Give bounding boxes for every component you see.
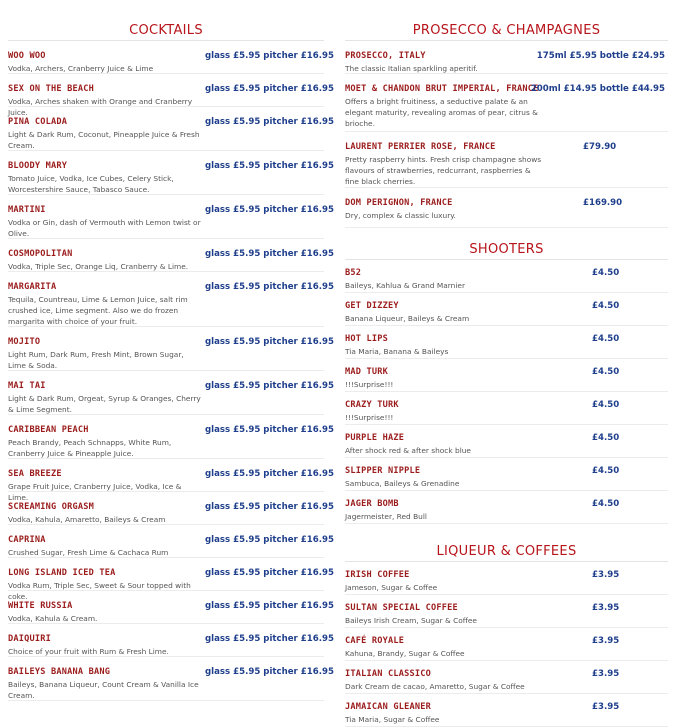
- item-name: CAFÉ ROYALE: [345, 636, 405, 646]
- item-description: Grape Fruit Juice, Cranberry Juice, Vodka, Ice & Lime.: [8, 482, 182, 502]
- item-description: Jagermeister, Red Bull: [345, 512, 427, 521]
- menu-item: [345, 458, 668, 491]
- item-price: glass £5.95 pitcher £16.95: [205, 535, 334, 545]
- item-name: LONG ISLAND ICED TEA: [8, 568, 116, 578]
- item-description: Tia Maria, Sugar & Coffee: [345, 715, 440, 724]
- item-name: DAIQUIRI: [8, 634, 51, 644]
- item-price: £3.95: [592, 603, 620, 613]
- menu-item: [345, 74, 668, 132]
- menu-item: [345, 326, 668, 359]
- item-price: glass £5.95 pitcher £16.95: [205, 502, 334, 512]
- item-name: MARGARITA: [8, 282, 57, 292]
- menu-item: [8, 327, 334, 371]
- item-description: Vodka, Kahula, Amaretto, Baileys & Cream: [8, 515, 166, 524]
- item-name: IRISH COFFEE: [345, 570, 410, 580]
- menu-item: [8, 74, 334, 117]
- item-description: Vodka Rum, Triple Sec, Sweet & Sour topped with coke.: [8, 581, 191, 601]
- menu-item: [8, 459, 334, 502]
- item-description: Offers a bright fruitiness, a seductive palate & an elegant maturity, revealing aromas of pear, citrus & brioche.: [345, 97, 538, 128]
- menu-item: [8, 492, 334, 525]
- item-description: Baileys Irish Cream, Sugar & Coffee: [345, 616, 477, 625]
- item-price: £3.95: [592, 636, 620, 646]
- item-description: Choice of your fruit with Rum & Fresh Lime.: [8, 647, 169, 656]
- menu-item: [345, 425, 668, 458]
- item-price: £3.95: [592, 570, 620, 580]
- item-name: BAILEYS BANANA BANG: [8, 667, 111, 677]
- liqueur-title: LIQUEUR & COFFEES: [345, 542, 668, 562]
- item-description: Kahuna, Brandy, Sugar & Coffee: [345, 649, 465, 658]
- item-name: WHITE RUSSIA: [8, 601, 73, 611]
- item-description: Pretty raspberry hints. Fresh crisp champagne shows flavours of strawberries, redcurrant, raspberries & fine black cherries.: [345, 155, 542, 186]
- item-description: The classic Italian sparkling aperitif.: [345, 64, 478, 73]
- menu-item: [345, 628, 668, 661]
- item-name: ITALIAN CLASSICO: [345, 669, 431, 679]
- menu-item: [8, 591, 334, 624]
- menu-item: [8, 415, 334, 459]
- item-price: £4.50: [592, 301, 620, 311]
- item-name: MAI TAI: [8, 381, 46, 391]
- item-name: PURPLE HAZE: [345, 433, 405, 443]
- menu-item: [8, 558, 334, 601]
- menu-item: [8, 371, 334, 415]
- item-name: JAGER BOMB: [345, 499, 399, 509]
- menu-item: [345, 562, 668, 595]
- item-price: 175ml £5.95 bottle £24.95: [536, 51, 665, 61]
- item-name: WOO WOO: [8, 51, 46, 61]
- menu-item: [8, 107, 334, 151]
- item-description: Vodka, Arches shaken with Orange and Cranberry Juice.: [8, 97, 193, 117]
- item-price: £169.90: [583, 198, 623, 208]
- item-price: glass £5.95 pitcher £16.95: [205, 568, 334, 578]
- item-price: £3.95: [592, 669, 620, 679]
- item-price: glass £5.95 pitcher £16.95: [205, 161, 334, 171]
- prosecco-list: [345, 41, 668, 228]
- item-price: £4.50: [592, 499, 620, 509]
- item-description: Light & Dark Rum, Orgeat, Syrup & Oranges, Cherry & Lime Segment.: [8, 394, 201, 414]
- item-name: MOJITO: [8, 337, 41, 347]
- item-price: glass £5.95 pitcher £16.95: [205, 425, 334, 435]
- item-description: Dry, complex & classic luxury.: [345, 211, 456, 220]
- item-name: CRAZY TURK: [345, 400, 399, 410]
- menu-item: [345, 661, 668, 694]
- item-description: Vodka, Triple Sec, Orange Liq, Cranberry & Lime.: [8, 262, 189, 271]
- item-description: Baileys, Banana Liqueur, Count Cream & Vanilla Ice Cream.: [8, 680, 199, 700]
- item-price: £4.50: [592, 466, 620, 476]
- item-description: Vodka, Archers, Cranberry Juice & Lime: [8, 64, 154, 73]
- menu-item: [345, 694, 668, 727]
- shooters-title: SHOOTERS: [345, 240, 668, 260]
- item-name: MARTINI: [8, 205, 46, 215]
- item-price: £4.50: [592, 433, 620, 443]
- item-price: glass £5.95 pitcher £16.95: [205, 667, 334, 677]
- item-name: DOM PERIGNON, FRANCE: [345, 198, 453, 208]
- item-description: Sambuca, Baileys & Grenadine: [345, 479, 460, 488]
- right-column: [345, 0, 668, 727]
- item-price: glass £5.95 pitcher £16.95: [205, 205, 334, 215]
- item-price: glass £5.95 pitcher £16.95: [205, 469, 334, 479]
- menu-item: [345, 595, 668, 628]
- item-price: £79.90: [583, 142, 617, 152]
- item-description: Tomato Juice, Vodka, Ice Cubes, Celery Stick, Worcestershire Sauce, Tabasco Sauce.: [8, 174, 174, 194]
- menu-item: [8, 195, 334, 239]
- item-name: LAURENT PERRIER ROSE, FRANCE: [345, 142, 496, 152]
- liqueur-list: [345, 562, 668, 727]
- menu-item: [8, 239, 334, 272]
- item-price: glass £5.95 pitcher £16.95: [205, 51, 334, 61]
- prosecco-title: PROSECCO & CHAMPAGNES: [345, 21, 668, 41]
- item-name: PROSECCO, ITALY: [345, 51, 426, 61]
- item-price: glass £5.95 pitcher £16.95: [205, 601, 334, 611]
- cocktails-title: COCKTAILS: [8, 21, 324, 41]
- menu-item: [8, 657, 334, 701]
- menu-item: [345, 260, 668, 293]
- item-description: Vodka or Gin, dash of Vermouth with Lemon twist or Olive.: [8, 218, 201, 238]
- item-price: £4.50: [592, 334, 620, 344]
- item-name: CAPRINA: [8, 535, 46, 545]
- item-name: JAMAICAN GLEANER: [345, 702, 431, 712]
- item-description: !!!Surprise!!!: [345, 380, 394, 389]
- item-description: Vodka, Kahula & Cream.: [8, 614, 98, 623]
- item-description: Tequila, Countreau, Lime & Lemon Juice, salt rim crushed ice, Lime segment. Also we do frozen margarita with choice of your fruit.: [8, 295, 188, 326]
- item-name: HOT LIPS: [345, 334, 388, 344]
- menu-item: [8, 272, 334, 327]
- item-name: PINA COLADA: [8, 117, 68, 127]
- item-price: glass £5.95 pitcher £16.95: [205, 117, 334, 127]
- item-name: GET DIZZEY: [345, 301, 399, 311]
- item-description: Dark Cream de cacao, Amaretto, Sugar & Coffee: [345, 682, 525, 691]
- menu-item: [345, 132, 668, 188]
- item-description: After shock red & after shock blue: [345, 446, 471, 455]
- menu-item: [345, 293, 668, 326]
- item-name: SULTAN SPECIAL COFFEE: [345, 603, 458, 613]
- item-price: glass £5.95 pitcher £16.95: [205, 381, 334, 391]
- item-name: SLIPPER NIPPLE: [345, 466, 421, 476]
- menu-item: [345, 188, 668, 228]
- menu-item: [8, 624, 334, 657]
- item-name: SCREAMING ORGASM: [8, 502, 94, 512]
- menu-item: [345, 359, 668, 392]
- item-description: Light Rum, Dark Rum, Fresh Mint, Brown Sugar, Lime & Soda.: [8, 350, 184, 370]
- item-description: Banana Liqueur, Baileys & Cream: [345, 314, 470, 323]
- menu-item: [8, 41, 334, 74]
- item-name: BLOODY MARY: [8, 161, 68, 171]
- item-price: glass £5.95 pitcher £16.95: [205, 249, 334, 259]
- item-description: Peach Brandy, Peach Schnapps, White Rum, Cranberry Juice & Pineapple Juice.: [8, 438, 172, 458]
- cocktail-list: [8, 41, 334, 701]
- item-description: Jameson, Sugar & Coffee: [345, 583, 438, 592]
- item-name: COSMOPOLITAN: [8, 249, 73, 259]
- item-name: MAD TURK: [345, 367, 388, 377]
- menu-item: [345, 392, 668, 425]
- item-name: MOET & CHANDON BRUT IMPERIAL, FRANCE: [345, 84, 539, 94]
- menu-item: [8, 151, 334, 195]
- item-price: glass £5.95 pitcher £16.95: [205, 337, 334, 347]
- item-description: !!!Surprise!!!: [345, 413, 394, 422]
- item-description: Light & Dark Rum, Coconut, Pineapple Juice & Fresh Cream.: [8, 130, 200, 150]
- item-price: glass £5.95 pitcher £16.95: [205, 634, 334, 644]
- item-name: B52: [345, 268, 362, 278]
- item-price: £3.95: [592, 702, 620, 712]
- item-price: £4.50: [592, 367, 620, 377]
- item-price: £4.50: [592, 268, 620, 278]
- item-name: SEA BREEZE: [8, 469, 62, 479]
- item-price: £4.50: [592, 400, 620, 410]
- cocktails-column: [8, 0, 334, 701]
- menu-item: [8, 525, 334, 558]
- menu-item: [345, 41, 668, 74]
- shooters-list: [345, 260, 668, 524]
- item-name: CARIBBEAN PEACH: [8, 425, 89, 435]
- menu-item: [345, 491, 668, 524]
- item-price: glass £5.95 pitcher £16.95: [205, 84, 334, 94]
- item-name: SEX ON THE BEACH: [8, 84, 94, 94]
- item-description: Baileys, Kahlua & Grand Marnier: [345, 281, 465, 290]
- item-description: Tia Maria, Banana & Baileys: [345, 347, 449, 356]
- item-price: 200ml £14.95 bottle £44.95: [530, 84, 665, 94]
- item-price: glass £5.95 pitcher £16.95: [205, 282, 334, 292]
- item-description: Crushed Sugar, Fresh Lime & Cachaca Rum: [8, 548, 169, 557]
